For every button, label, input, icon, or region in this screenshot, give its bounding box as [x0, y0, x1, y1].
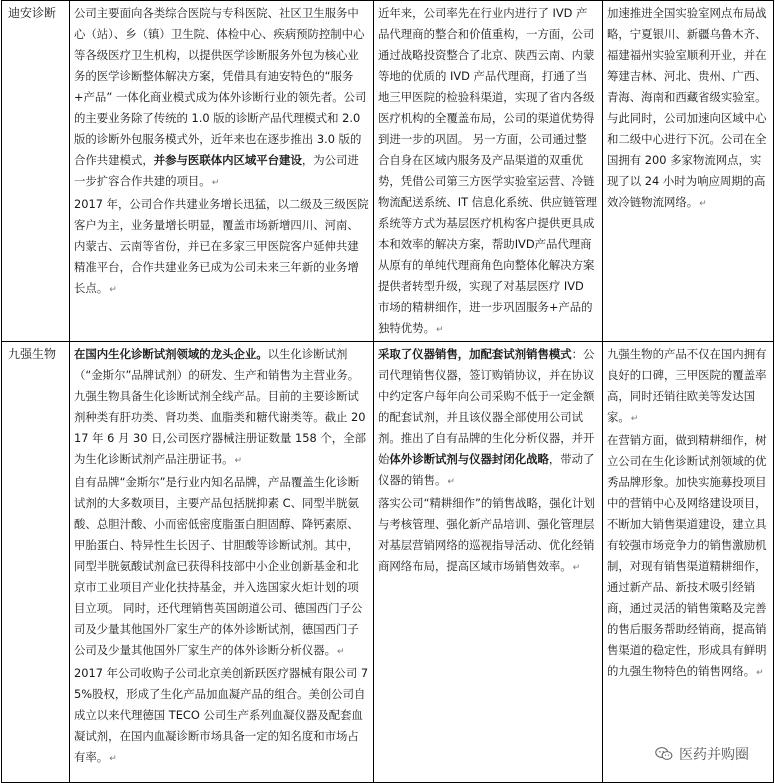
network-cell [603, 1, 774, 342]
business-model-cell [70, 1, 374, 342]
paragraph-bold: 在国内生化诊断试剂领域的龙头企业。 [74, 347, 268, 361]
paragraph [74, 663, 369, 770]
paragraph [378, 344, 598, 493]
paragraph-text: ：公司代理销售仪器，签订购销协议，并在协议中约定客户每年向公司采购不低于一定金额的配套试剂，并且该仪器全部使用公司试剂。推出了自有品牌的生化分析仪器，并开始 [378, 347, 595, 466]
paragraph-text: 九强生物的产品不仅在国内拥有良好的口碑，三甲医院的覆盖率高，同时还销往欧美等发达国家。 [607, 347, 767, 424]
company-name-cell [2, 342, 70, 783]
paragraph-text: ，带动了仪器的销售。 [378, 452, 595, 487]
paragraph [74, 344, 369, 472]
paragraph [607, 3, 769, 215]
sales-model-cell [374, 1, 603, 342]
company-name: 九强生物 [8, 347, 57, 361]
sales-model-cell [374, 342, 603, 783]
paragraph-text: ，为公司进一步扩容合作共建的项目。 [74, 153, 359, 188]
watermark [651, 742, 753, 766]
network-cell [603, 342, 774, 783]
paragraph-text: 2017 年，公司合作共建业务增长迅猛，以二级及三级医院客户为主，业务量增长明显，覆盖市场新增四川、河南、内蒙古、云南等省份，并已在多家三甲医院客户延伸共建精准平台，合作共建业务已成为公司未来三年新的业务增长点。 [74, 197, 369, 295]
paragraph [607, 430, 769, 684]
table-row [2, 342, 774, 783]
paragraph [378, 3, 598, 341]
paragraph-bold: 采取了仪器销售，加配套试剂销售模式 [378, 347, 572, 361]
wechat-icon [655, 746, 673, 762]
paragraph-text: 以生化诊断试剂（“金斯尔”品牌试剂）的研发、生产和销售为主营业务。九强生物具备生化诊断试剂全线产品。目前的主要诊断试剂种类有肝功类、肾功类、血脂类和糖代谢类等。截止 2017 年 6 月 30 日,公司医疗器械注册证数量 158 个，全部为生化诊断试剂产品注册证书。 [74, 347, 366, 466]
paragraph-text: 自有品牌“金斯尔”是行业内知名品牌，产品覆盖生化诊断试剂的大多数项目，主要产品包括胱抑素 C、同型半胱氨酸、总胆汁酸、小而密低密度脂蛋白胆固醇、降钙素原、甲胎蛋白、特异性生长因子、甘胆酸等诊断试剂。其中，同型半胱氨酸试剂盒已获得科技部中小企业创新基金和北京市工业项目产业化扶持基金，并入选国家火炬计划的项目立项。 同时，还代理销售英国朗道公司、德国西门子公司及少量其他国外厂家生产的体外诊断试剂，德国西门子公司及少量其他国外厂家生产的体外诊断分析仪器。 [74, 475, 363, 657]
company-name-cell [2, 1, 70, 342]
paragraph [378, 493, 598, 579]
company-comparison-table [1, 0, 774, 783]
company-name: 迪安诊断 [8, 6, 57, 20]
paragraph [74, 3, 369, 194]
paragraph-text: 近年来，公司率先在行业内进行了 IVD 产品代理商的整合和价值重构，一方面，公司通过战略投资整合了北京、陕西云南、内蒙等地的优质的 IVD 产品代理商，打通了当地三甲医院的检验科渠道，实现了省内各级医疗机构的全覆盖布局，公司的渠道优势得到进一步的巩固。 另一方面，公司通过整合自身在区域内服务及产品渠道的双重优势，凭借公司第三方医学实验室运营、冷链物流配送系统、IT 信息化系统、供应链管理系统等方式为基层医疗机构客户提供更具成本和效率的解决方案，帮助IVD产品代理商从原有的单纯代理商角色向整体化解决方案提供者转型升级，实现了对基层医疗 IVD 市场的精耕细作，进一步巩固服务+产品的独特优势。 [378, 6, 597, 335]
watermark-text: 医药并购圈 [679, 747, 749, 763]
paragraph-text: 公司主要面向各类综合医院与专科医院、社区卫生服务中心（站）、乡（镇）卫生院、体检中心、疾病预防控制中心等各级医疗卫生机构，以提供医学诊断服务外包为核心业务的医学诊断整体解决方案，凭借具有迪安特色的“服务+产品” 一体化商业模式成为体外诊断行业的领先者。公司的主要业务除了传统的 1.0 版的诊断产品代理模式和 2.0 版的诊断外包服务模式外，近年来也在逐步推出 3.0 版的合作共建模式， [74, 6, 367, 167]
paragraph-bold: 体外诊断试剂与仪器封闭化战略 [389, 452, 549, 466]
paragraph [607, 344, 769, 430]
paragraph-text: 2017 年公司收购子公司北京美创新跃医疗器械有限公司 75%股权，形成了生化产品加血凝产品的组合。美创公司自成立以来代理德国 TECO 公司生产系列血凝仪器及配套血凝试剂，在国内血凝诊断市场具备一定的知名度和市场占有率。 [74, 666, 369, 764]
paragraph-bold: 并参与医联体内区域平台建设 [153, 153, 302, 167]
business-model-cell [70, 342, 374, 783]
table-row [2, 1, 774, 342]
paragraph [74, 194, 369, 301]
paragraph [74, 472, 369, 663]
paragraph-text: 加速推进全国实验室网点布局战略，宁夏银川、新疆乌鲁木齐、福建福州实验室顺利开业，并在筹建吉林、河北、贵州、广西、青海、海南和西藏省级实验室。与此同时，公司加速向区域中心和二级中心进行下沉。公司在全国拥有 200 多家物流网点，实现了以 24 小时为响应周期的高效冷链物流网络。 [607, 6, 767, 209]
paragraph-text: 在营销方面，做到精耕细作，树立公司在生化诊断试剂领域的优秀品牌形象。加快实施募投项目中的营销中心及网络建设项目，不断加大销售渠道建设，建立具有较强市场竞争力的销售激励机制，对现有销售渠道精耕细作，通过新产品、新技术吸引经销商，通过灵活的销售策略及完善的售后服务帮助经销商，提高销售渠道的稳定性，形成具有鲜明的九强生物特色的销售网络。 [607, 433, 767, 678]
paragraph-text: 落实公司“精耕细作”的销售战略，强化计划与考核管理、强化新产品培训、强化管理层对基层营销网络的巡视指导活动、优化经销商网络布局，提高区域市场销售效率。 [378, 496, 595, 573]
